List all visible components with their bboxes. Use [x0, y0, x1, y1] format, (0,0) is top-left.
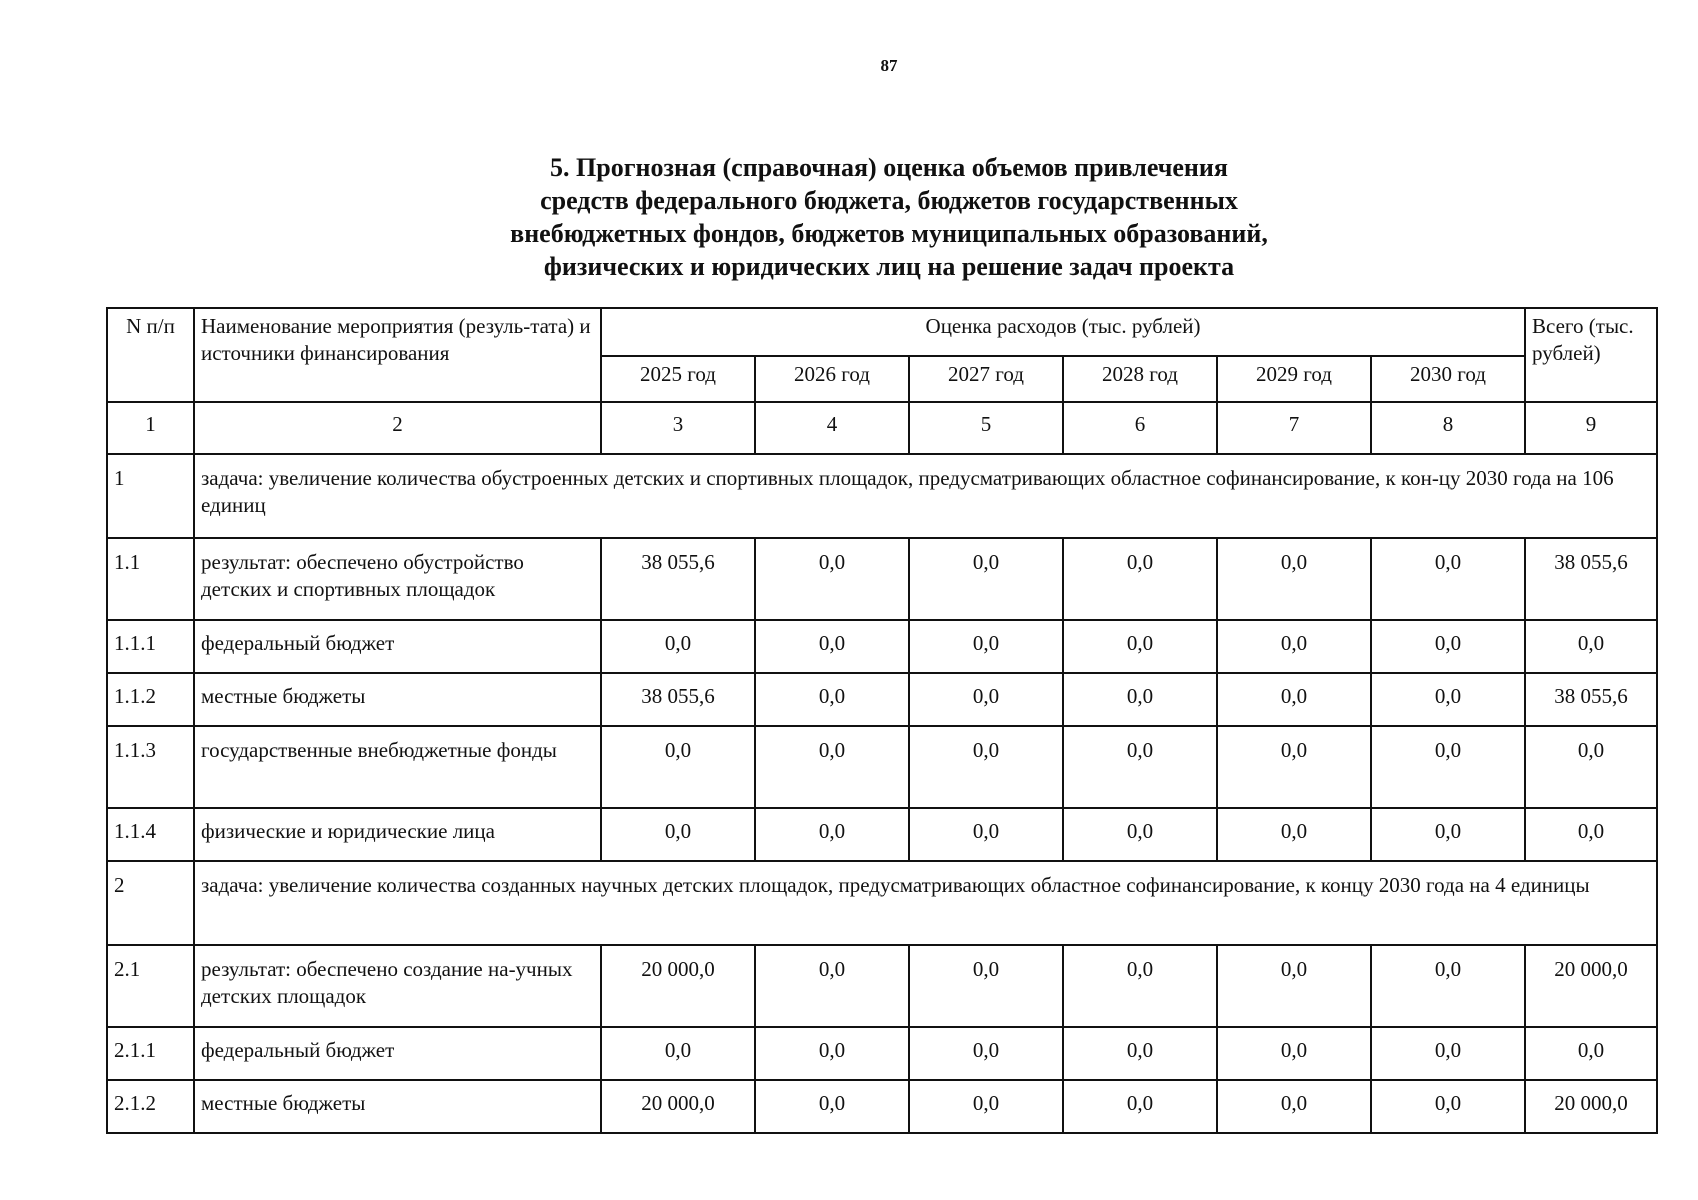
column-index: 8 — [1371, 402, 1525, 454]
title-line-4: физических и юридических лиц на решение задач проекта — [543, 252, 1235, 281]
value-2025: 0,0 — [601, 1027, 755, 1080]
row-number: 1.1.2 — [107, 673, 194, 726]
value-2030: 0,0 — [1371, 1080, 1525, 1133]
value-2028: 0,0 — [1063, 538, 1217, 620]
value-2028: 0,0 — [1063, 726, 1217, 808]
value-2029: 0,0 — [1217, 673, 1371, 726]
value-2028: 0,0 — [1063, 808, 1217, 861]
column-index: 9 — [1525, 402, 1657, 454]
source-row — [107, 808, 1657, 861]
column-index: 3 — [601, 402, 755, 454]
value-2030: 0,0 — [1371, 808, 1525, 861]
column-index: 7 — [1217, 402, 1371, 454]
header-cost-estimate: Оценка расходов (тыс. рублей) — [601, 308, 1525, 356]
value-2025: 20 000,0 — [601, 1080, 755, 1133]
value-2025: 38 055,6 — [601, 673, 755, 726]
row-name: федеральный бюджет — [194, 1027, 601, 1080]
value-2025: 0,0 — [601, 726, 755, 808]
value-2027: 0,0 — [909, 945, 1063, 1027]
header-year: 2029 год — [1217, 356, 1371, 402]
row-number: 2 — [107, 861, 194, 945]
header-row-top — [107, 308, 1657, 356]
value-total: 0,0 — [1525, 1027, 1657, 1080]
value-2029: 0,0 — [1217, 726, 1371, 808]
value-2030: 0,0 — [1371, 726, 1525, 808]
header-year: 2025 год — [601, 356, 755, 402]
value-2027: 0,0 — [909, 726, 1063, 808]
value-2027: 0,0 — [909, 620, 1063, 673]
value-2027: 0,0 — [909, 808, 1063, 861]
value-2025: 0,0 — [601, 620, 755, 673]
column-index: 5 — [909, 402, 1063, 454]
result-row — [107, 945, 1657, 1027]
header-year: 2028 год — [1063, 356, 1217, 402]
value-2028: 0,0 — [1063, 1027, 1217, 1080]
row-number: 2.1.2 — [107, 1080, 194, 1133]
value-2028: 0,0 — [1063, 673, 1217, 726]
source-row — [107, 1027, 1657, 1080]
value-2026: 0,0 — [755, 945, 909, 1027]
row-name: федеральный бюджет — [194, 620, 601, 673]
value-2025: 38 055,6 — [601, 538, 755, 620]
value-2029: 0,0 — [1217, 620, 1371, 673]
row-number: 1.1.1 — [107, 620, 194, 673]
row-name: результат: обеспечено обустройство детских и спортивных площадок — [194, 538, 601, 620]
row-name: местные бюджеты — [194, 1080, 601, 1133]
header-num: N п/п — [107, 308, 194, 402]
column-index: 1 — [107, 402, 194, 454]
source-row — [107, 1080, 1657, 1133]
row-name: местные бюджеты — [194, 673, 601, 726]
value-2030: 0,0 — [1371, 620, 1525, 673]
value-2027: 0,0 — [909, 538, 1063, 620]
row-name: результат: обеспечено создание на-учных детских площадок — [194, 945, 601, 1027]
value-2028: 0,0 — [1063, 1080, 1217, 1133]
value-2026: 0,0 — [755, 808, 909, 861]
value-2029: 0,0 — [1217, 538, 1371, 620]
value-total: 20 000,0 — [1525, 1080, 1657, 1133]
title-line-1: 5. Прогнозная (справочная) оценка объемов привлечения — [550, 153, 1228, 182]
row-number: 2.1.1 — [107, 1027, 194, 1080]
value-total: 38 055,6 — [1525, 673, 1657, 726]
header-year: 2027 год — [909, 356, 1063, 402]
value-2029: 0,0 — [1217, 808, 1371, 861]
value-total: 38 055,6 — [1525, 538, 1657, 620]
title-line-2: средств федерального бюджета, бюджетов государственных — [540, 186, 1238, 215]
row-number: 2.1 — [107, 945, 194, 1027]
result-row — [107, 538, 1657, 620]
header-name: Наименование мероприятия (резуль-тата) и источники финансирования — [194, 308, 601, 402]
value-2029: 0,0 — [1217, 1027, 1371, 1080]
value-2030: 0,0 — [1371, 1027, 1525, 1080]
value-2030: 0,0 — [1371, 538, 1525, 620]
row-name: физические и юридические лица — [194, 808, 601, 861]
value-2028: 0,0 — [1063, 620, 1217, 673]
value-2029: 0,0 — [1217, 945, 1371, 1027]
value-total: 0,0 — [1525, 808, 1657, 861]
task-row — [107, 861, 1657, 945]
value-2026: 0,0 — [755, 1080, 909, 1133]
column-index: 2 — [194, 402, 601, 454]
task-description: задача: увеличение количества созданных научных детских площадок, предусматривающих областное софинансирование, к концу 2030 года на 4 единицы — [194, 861, 1657, 945]
task-description: задача: увеличение количества обустроенных детских и спортивных площадок, предусматривающих областное софинансирование, к кон-цу 2030 года на 106 единиц — [194, 454, 1657, 538]
value-2030: 0,0 — [1371, 673, 1525, 726]
value-2027: 0,0 — [909, 673, 1063, 726]
value-2027: 0,0 — [909, 1027, 1063, 1080]
title-line-3: внебюджетных фондов, бюджетов муниципальных образований, — [510, 219, 1268, 248]
source-row — [107, 673, 1657, 726]
value-2025: 0,0 — [601, 808, 755, 861]
row-number: 1.1.3 — [107, 726, 194, 808]
column-index: 4 — [755, 402, 909, 454]
row-number: 1.1 — [107, 538, 194, 620]
row-number: 1 — [107, 454, 194, 538]
document-title — [0, 151, 1698, 283]
source-row — [107, 726, 1657, 808]
value-2027: 0,0 — [909, 1080, 1063, 1133]
task-row — [107, 454, 1657, 538]
source-row — [107, 620, 1657, 673]
column-index: 6 — [1063, 402, 1217, 454]
header-year: 2030 год — [1371, 356, 1525, 402]
row-number: 1.1.4 — [107, 808, 194, 861]
value-total: 0,0 — [1525, 726, 1657, 808]
row-name: государственные внебюджетные фонды — [194, 726, 601, 808]
value-2026: 0,0 — [755, 673, 909, 726]
page-number: 87 — [880, 56, 898, 75]
value-2026: 0,0 — [755, 620, 909, 673]
value-total: 0,0 — [1525, 620, 1657, 673]
value-2026: 0,0 — [755, 538, 909, 620]
value-2025: 20 000,0 — [601, 945, 755, 1027]
budget-table — [106, 307, 1658, 1134]
value-2028: 0,0 — [1063, 945, 1217, 1027]
value-2026: 0,0 — [755, 1027, 909, 1080]
value-2026: 0,0 — [755, 726, 909, 808]
column-index-row — [107, 402, 1657, 454]
header-total: Всего (тыс. рублей) — [1525, 308, 1657, 402]
value-total: 20 000,0 — [1525, 945, 1657, 1027]
value-2030: 0,0 — [1371, 945, 1525, 1027]
value-2029: 0,0 — [1217, 1080, 1371, 1133]
header-year: 2026 год — [755, 356, 909, 402]
